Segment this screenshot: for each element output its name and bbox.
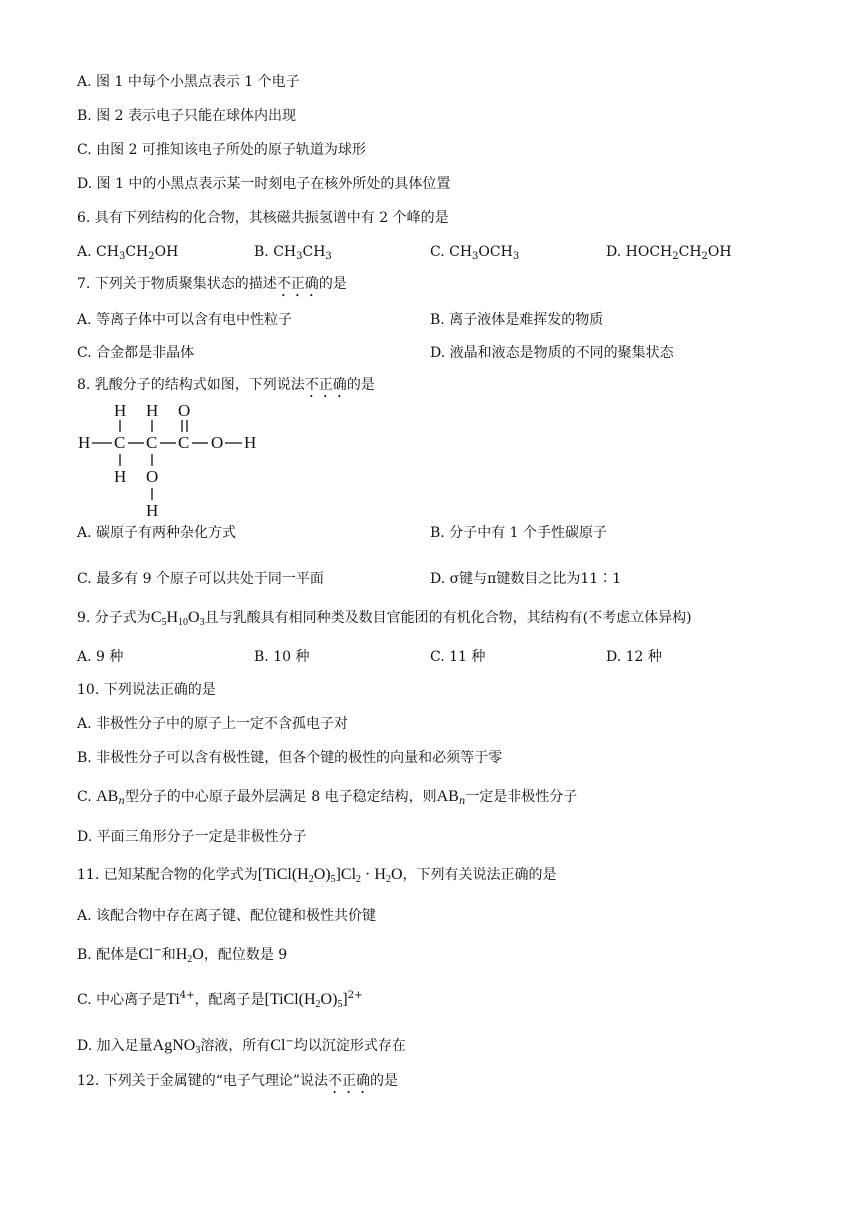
q10-option-a: A. 非极性分子中的原子上一定不含孤电子对 bbox=[77, 716, 349, 732]
atom-o: O bbox=[211, 433, 224, 452]
q8-option-a: A. 碳原子有两种杂化方式 bbox=[77, 525, 237, 541]
emphasis-not-correct: 不正确 bbox=[304, 377, 347, 393]
q5-option-c: C. 由图 2 可推知该电子所处的原子轨道为球形 bbox=[77, 142, 366, 158]
q7-stem: 7. 下列关于物质聚集状态的描述不正确的是 bbox=[77, 276, 347, 292]
q10-option-b: B. 非极性分子可以含有极性键，但各个键的极性的向量和必须等于零 bbox=[77, 750, 503, 766]
q10-option-c: C. $AB_n$型分子的中心原子最外层满足 8 电子稳定结构，则$AB_n$一定是非极性分子 bbox=[77, 788, 578, 807]
molecular-formula: $C_5H_{10}O_3$ bbox=[150, 609, 205, 628]
atom-h: H bbox=[146, 401, 159, 420]
q8-stem: 8. 乳酸分子的结构式如图，下列说法不正确的是 bbox=[77, 377, 375, 393]
q7-option-d: D. 液晶和液态是物质的不同的聚集状态 bbox=[430, 345, 674, 361]
q6-option-c: C. $CH_3OCH_3$ bbox=[430, 244, 520, 262]
q7-option-b: B. 离子液体是难挥发的物质 bbox=[430, 312, 604, 328]
atom-c: C bbox=[114, 433, 126, 452]
q11-option-d: D. 加入足量AgNO$_3$溶液，所有Cl−均以沉淀形式存在 bbox=[77, 1036, 406, 1056]
q11-option-c: C. 中心离子是$Ti^{4+}$，配离子是$[TiCl(H_2O)_5]^{2+}$ bbox=[77, 990, 363, 1010]
q5-option-a: A. 图 1 中每个小黑点表示 1 个电子 bbox=[77, 74, 300, 90]
emphasis-not-correct: 不正确 bbox=[328, 1073, 371, 1089]
q6-option-d: D. $HOCH_2CH_2OH$ bbox=[606, 244, 732, 262]
q7-option-c: C. 合金都是非晶体 bbox=[77, 345, 195, 361]
q6-option-b: B. $CH_3CH_3$ bbox=[254, 244, 332, 262]
q6-option-a: A. $CH_3CH_2OH$ bbox=[77, 244, 179, 262]
q5-option-b: B. 图 2 表示电子只能在球体内出现 bbox=[77, 108, 296, 124]
atom-h: H bbox=[78, 433, 91, 452]
atom-h: H bbox=[244, 433, 257, 452]
lactic-acid-structure bbox=[74, 398, 274, 520]
q8-option-b: B. 分子中有 1 个手性碳原子 bbox=[430, 525, 607, 541]
atom-h: H bbox=[146, 501, 159, 520]
q11-stem: 11. 已知某配合物的化学式为$[TiCl(H_2O)_5]Cl_2 \cdot H_2O$，下列有关说法正确的是 bbox=[77, 866, 557, 885]
q7-option-a: A. 等离子体中可以含有电中性粒子 bbox=[77, 312, 293, 328]
q9-option-b: B. 10 种 bbox=[254, 649, 310, 665]
q9-option-d: D. 12 种 bbox=[606, 649, 662, 665]
q8-option-d: D. σ键与π键数目之比为11∶1 bbox=[430, 571, 622, 587]
q9-option-a: A. 9 种 bbox=[77, 649, 124, 665]
q10-option-d: D. 平面三角形分子一定是非极性分子 bbox=[77, 829, 307, 845]
atom-c: C bbox=[178, 433, 190, 452]
atom-o: O bbox=[178, 401, 191, 420]
q11-option-b: B. 配体是Cl−和$H_2O$，配位数是 9 bbox=[77, 945, 288, 965]
q5-option-d: D. 图 1 中的小黑点表示某一时刻电子在核外所处的具体位置 bbox=[77, 176, 451, 192]
q9-option-c: C. 11 种 bbox=[430, 649, 486, 665]
q11-option-a: A. 该配合物中存在离子键、配位键和极性共价键 bbox=[77, 908, 377, 924]
complex-formula: $[TiCl(H_2O)_5]Cl_2 \cdot H_2O$ bbox=[257, 866, 403, 885]
atom-h: H bbox=[114, 401, 127, 420]
q9-stem: 9. 分子式为$C_5H_{10}O_3$且与乳酸具有相同种类及数目官能团的有机化合物，其结构有(不考虑立体异构) bbox=[77, 609, 692, 628]
q10-stem: 10. 下列说法正确的是 bbox=[77, 682, 216, 698]
q6-stem: 6. 具有下列结构的化合物，其核磁共振氢谱中有 2 个峰的是 bbox=[77, 210, 449, 226]
atom-o: O bbox=[146, 467, 159, 486]
atom-h: H bbox=[114, 467, 127, 486]
atom-c: C bbox=[146, 433, 158, 452]
q12-stem: 12. 下列关于金属键的“电子气理论”说法不正确的是 bbox=[77, 1073, 399, 1089]
q8-option-c: C. 最多有 9 个原子可以共处于同一平面 bbox=[77, 571, 324, 587]
emphasis-not-correct: 不正确 bbox=[276, 276, 319, 292]
